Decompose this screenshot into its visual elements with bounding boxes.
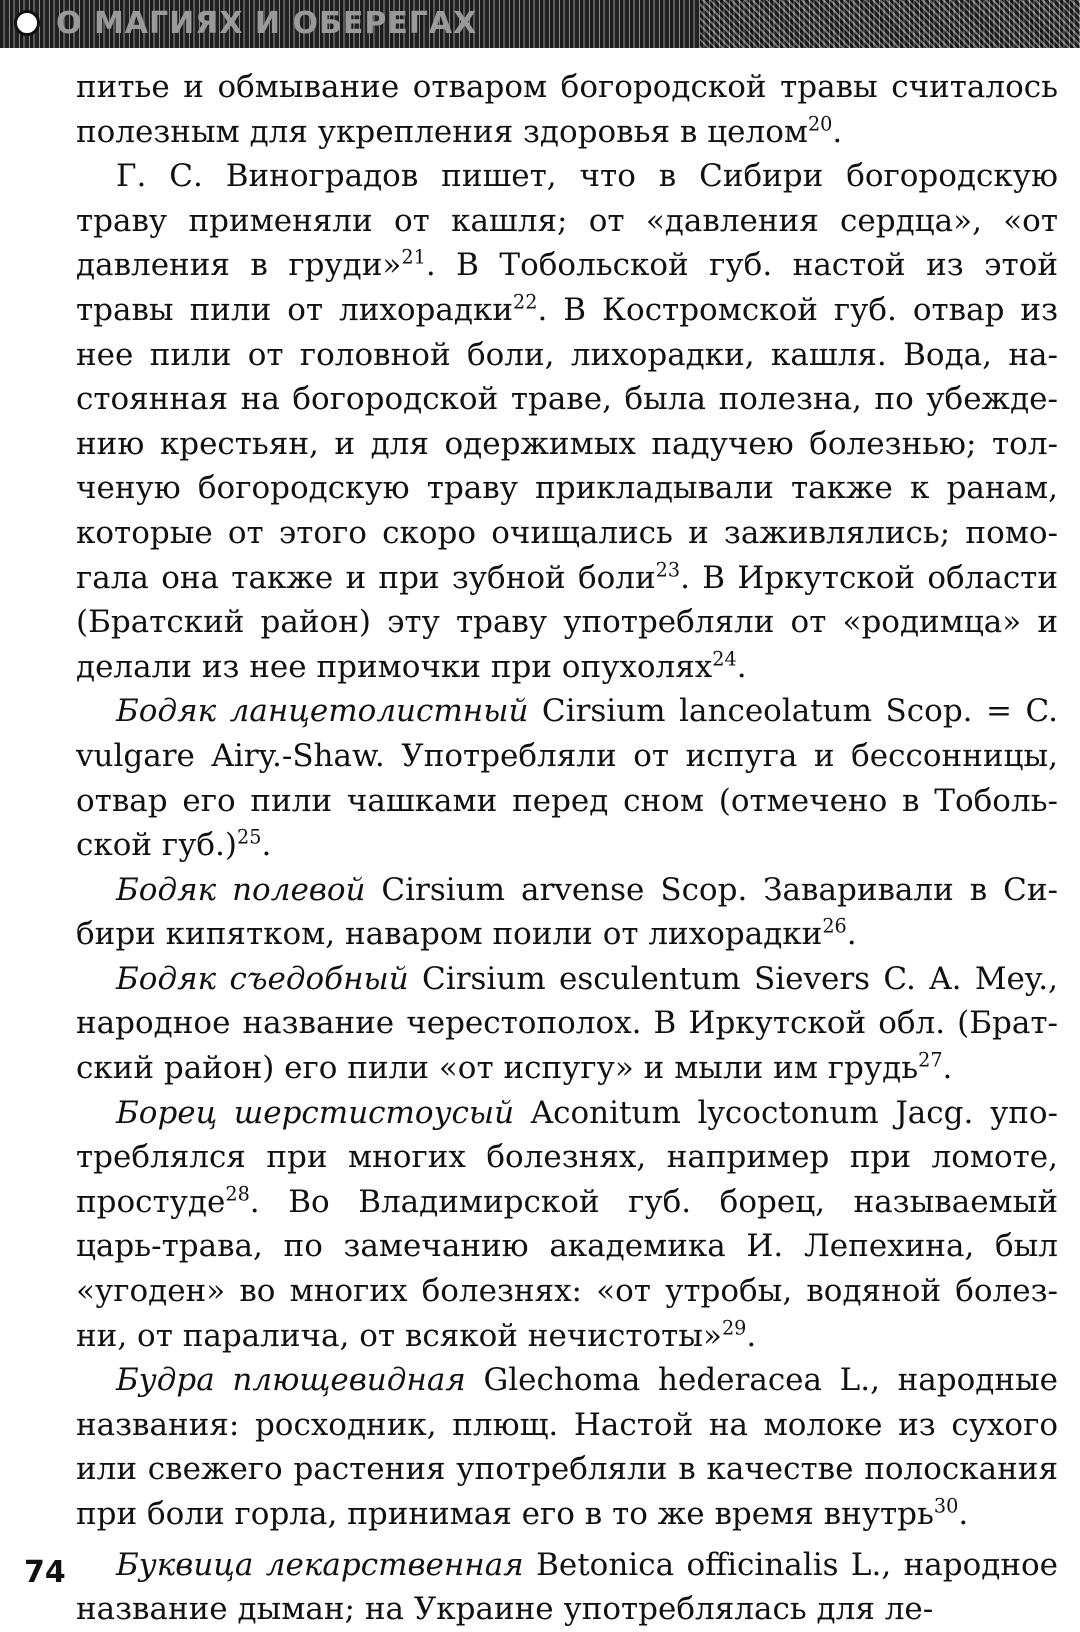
- running-title: О МАГИЯХ И ОБЕРЕГАХ: [56, 6, 478, 41]
- paragraph: [76, 689, 1058, 867]
- text-run: .: [958, 1496, 969, 1532]
- footnote-reference: 26: [822, 914, 847, 938]
- text-run: Betonica officinalis L., народное название дыман; на Украине употреблялась для ле-: [76, 1546, 1058, 1628]
- text-run: Г. С. Виноградов пишет, что в Сибири богородскую траву применяли от кашля; от «давления сердца», «от давления в груди»: [76, 158, 1058, 284]
- text-run: . В Иркутской области (Братский район) эту траву употребляли от «родимца» и делали из нее примочки при опухолях: [76, 559, 1058, 685]
- plant-name-italic: Бодяк ланцетолистный: [116, 693, 529, 730]
- footnote-reference: 28: [225, 1182, 250, 1206]
- footnote-reference: 22: [513, 290, 538, 314]
- text-run: питье и обмывание отваром богородской травы считалось полезным для укрепления здоровья в целом: [76, 69, 1058, 150]
- footnote-reference: 21: [401, 245, 426, 269]
- plant-name-italic: Бодяк полевой: [116, 871, 366, 908]
- footnote-reference: 30: [933, 1494, 959, 1518]
- running-header-band: [0, 0, 1080, 48]
- text-run: . В Костромской губ. отвар из нее пили от головной боли, лихорадки, кашля. Вода, настоянная на богородской траве, была полезна, по убеждению крестьян, и для одержимых падучею болезнью; толченую богородскую траву прикладывали также к ранам, которые от этого скоро очищались и заживлялись; помогала она также и при зубной боли: [76, 291, 1058, 596]
- paragraph: [76, 154, 1058, 689]
- plant-name-italic: Бодяк съедобный: [116, 960, 409, 997]
- footnote-reference: 29: [721, 1316, 747, 1340]
- text-run: . В Тобольской губ. настой из этой травы пили от лихорадки: [76, 247, 1058, 328]
- paragraph: [76, 1358, 1058, 1536]
- footnote-reference: 27: [918, 1048, 943, 1072]
- paragraph: [76, 957, 1058, 1091]
- text-run: Cirsium esculentum Sievers C. A. Mey., народное название черестополох. В Иркутской обл. (Братский район) его пили «от испугу» и мыли им грудь: [76, 960, 1059, 1087]
- footnote-reference: 24: [712, 647, 737, 671]
- header-circle-ornament: [14, 10, 40, 36]
- text-run: .: [736, 648, 747, 685]
- text-run: Glechoma hederacea L., народные названия: росходник, плющ. Настой на молоке из сухого или свежего растения употребляли в качестве полоскания при боли горла, принимая его в то же время внутрь: [76, 1362, 1059, 1532]
- footnote-reference: 23: [655, 558, 681, 581]
- text-run: Cirsium lanceolatum Scop. = C. vulgare Airy.-Shaw. Употребляли от испуга и бессонницы, отвар его пили чашками перед сном (отмечено в Тобольской губ.): [76, 693, 1058, 864]
- plant-name-italic: Буквица лекарственная: [116, 1546, 524, 1583]
- paragraph: [76, 868, 1058, 957]
- footnote-reference: 20: [807, 112, 833, 136]
- text-run: .: [261, 827, 272, 864]
- text-run: Aconitum lycoctonum Jacg. употреблялся при многих болезнях, например при ломоте, простуде: [76, 1094, 1058, 1220]
- text-run: .: [846, 916, 857, 953]
- paragraph: [76, 1543, 1058, 1632]
- page-body-text: [76, 65, 1058, 1632]
- paragraph: [76, 65, 1058, 154]
- page-number: 74: [24, 1555, 66, 1590]
- paragraph: [76, 1091, 1058, 1359]
- footnote-reference: 25: [237, 825, 262, 849]
- text-run: . Во Владимирской губ. борец, называемый царь-трава, по замечанию академика И. Лепехина, был «угоден» во многих болезнях: «от утробы, водяной болезни, от паралича, от всякой нечистоты»: [76, 1183, 1058, 1354]
- plant-name-italic: Будра плющевидная: [116, 1362, 466, 1399]
- plant-name-italic: Борец шерстистоусый: [116, 1094, 515, 1131]
- text-run: Cirsium arvense Scop. Заваривали в Сибири кипятком, наваром поили от лихорадки: [76, 871, 1058, 953]
- text-run: .: [746, 1317, 757, 1354]
- text-run: .: [942, 1050, 953, 1087]
- text-run: .: [832, 113, 843, 150]
